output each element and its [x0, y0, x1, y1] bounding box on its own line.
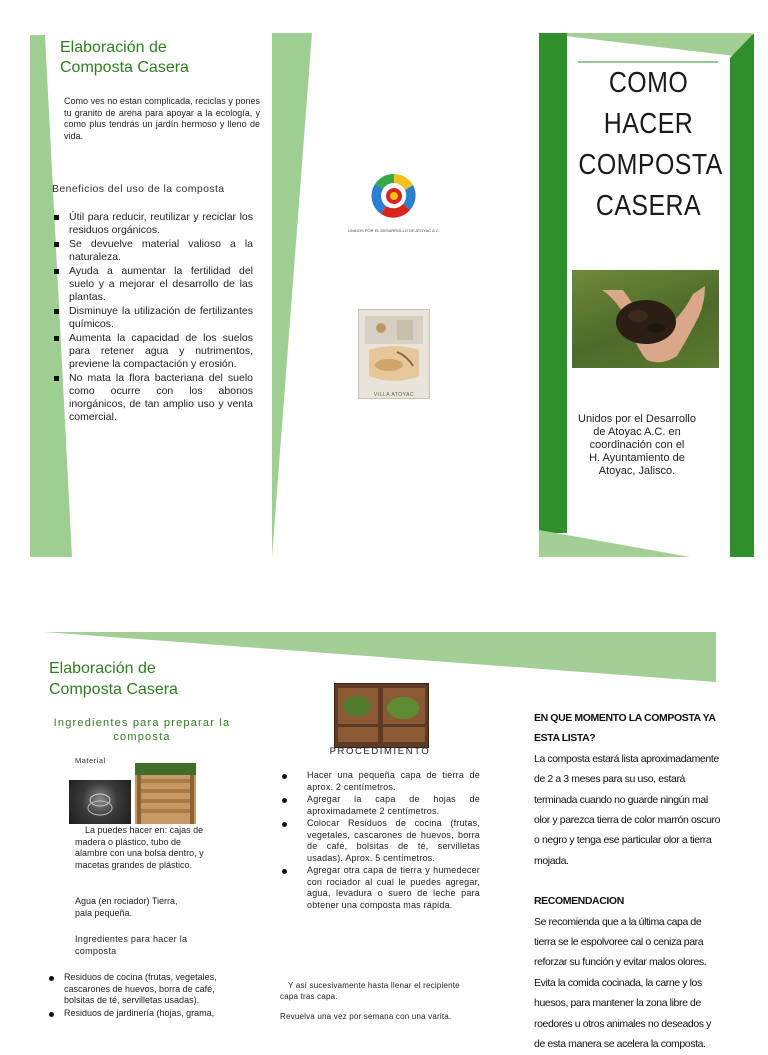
procedure-step: Hacer una pequeña capa de tierra de aprox. 2 centímetros. — [280, 770, 480, 793]
compost-bins-art — [335, 684, 428, 747]
ingredient-item: Residuos de cocina (frutas, vegetales, cascarones de huevos, borra de café, bolsitas de té, servilletas usadas). — [47, 972, 233, 1007]
wooden-crate-art — [135, 763, 196, 824]
repeat-text: Y así sucesivamente hasta llenar el recipiente capa tras capa. — [280, 981, 460, 1001]
hands-soil-photo — [572, 270, 719, 368]
page2-title-line2: Composta Casera — [49, 681, 178, 698]
left-title — [60, 38, 260, 78]
ready-text: La composta estará lista aproximadamente de 2 a 3 meses para su uso, estará terminada cuando no guarde ningún mal olor y parezca tierra de color marrón oscuro o negro y tenga ese particular olor a tierra mojada. — [534, 752, 721, 867]
credit-line: H. Ayuntamiento de — [589, 452, 685, 464]
recycle-logo — [356, 158, 432, 234]
procedure-step: Colocar Residuos de cocina (frutas, vegetales, cascarones de huevos, borra de café, bolsitas de té, servilletas usadas). Aprox. 5 centímetros. — [280, 818, 480, 864]
cover-title-line: CASERA — [595, 190, 702, 222]
hands-soil-art — [572, 270, 719, 368]
benefit-item: Se devuelve material valioso a la naturaleza. — [52, 238, 253, 264]
benefits-title: Beneficios del uso de la composta — [52, 183, 225, 195]
credit-line: Unidos por el Desarrollo — [578, 413, 696, 425]
middle-panel-stripe — [272, 33, 312, 557]
procedure-step: Agregar otra capa de tierra y humedecer con rociador al cual le puedes agregar, agua, levadura o suero de leche para obtener una composta mas rápida. — [280, 865, 480, 911]
cover-right-bar — [730, 33, 754, 557]
benefits-list — [52, 211, 253, 425]
container-text: La puedes hacer en: cajas de madera o plástico, tubo de alambre con una bolsa dentro, y macetas grandes de plástico. — [75, 825, 204, 870]
recycle-logo-caption: UNIDOS POR EL DESARROLLO DE ATOYAC A.C. — [348, 228, 440, 233]
page2-title-line1: Elaboración de — [49, 660, 156, 677]
right-column — [534, 708, 724, 1055]
town-seal-caption: VILLA ATOYAC — [373, 392, 415, 398]
cover-title-line: HACER — [603, 108, 694, 140]
procedure-steps — [280, 770, 480, 912]
ingredient-list — [47, 972, 233, 1020]
wooden-crate-photo — [135, 763, 196, 824]
cover-title — [567, 63, 730, 227]
town-seal-art — [359, 310, 429, 386]
ingredient-item: Residuos de jardinería (hojas, grama, — [47, 1008, 233, 1020]
stir-text: Revuelva una vez por semana con una varita. — [280, 1012, 452, 1021]
left-title-line2: Composta Casera — [60, 59, 189, 76]
left-title-line1: Elaboración de — [60, 39, 167, 56]
recommendation-text: Se recomienda que a la última capa de tierra se le espolvoree cal o ceniza para reforzar su función y evitar malos olores. Evita la comida cocinada, la carne y los huesos, para mantener la zona libre de roedores u otros animales no deseados y de esta manera se acelera la composta. — [534, 915, 712, 1051]
page-2 — [0, 620, 768, 1051]
town-seal — [358, 309, 430, 399]
water-text: Agua (en rociador) Tierra, pala pequeña. — [75, 896, 178, 918]
credit-line: coordinación con el — [589, 439, 685, 451]
cover-left-bar — [539, 33, 567, 533]
cover-credit — [567, 413, 707, 478]
compost-bins-photo — [334, 683, 429, 748]
recommendation-heading: RECOMENDACION — [534, 895, 624, 908]
benefit-item: Aumenta la capacidad de los suelos para retener agua y nutrimentos, previene la compactación y erosión. — [52, 332, 253, 371]
ready-heading: EN QUE MOMENTO LA COMPOSTA YA ESTA LISTA? — [534, 712, 716, 745]
ingredients-sub: Ingredientes para hacer la composta — [75, 934, 188, 956]
credit-line: Atoyac, Jalisco. — [598, 465, 676, 477]
wire-tube-photo — [69, 780, 131, 824]
benefit-item: No mata la flora bacteriana del suelo como ocurre con los abonos inorgánicos, de tan amplio uso y venta comercial. — [52, 372, 253, 424]
ingredients-title: Ingredientes para preparar la composta — [53, 717, 231, 743]
left-intro: Como ves no estan complicada, reciclas y pones tu granito de arena para apoyar a la ecología, y como plus tendrás un jardín hermoso y lleno de vida. — [64, 96, 260, 141]
page2-title — [49, 658, 269, 700]
benefit-item: Ayuda a aumentar la fertilidad del suelo y a mejorar el desarrollo de las plantas. — [52, 265, 253, 304]
wire-tube-art — [69, 780, 131, 824]
credit-line: de Atoyac A.C. en — [593, 426, 681, 438]
benefit-item: Disminuye la utilización de fertilizantes químicos. — [52, 305, 253, 331]
benefit-item: Útil para reducir, reutilizar y reciclar los residuos orgánicos. — [52, 211, 253, 237]
procedure-title: PROCEDIMIENTO — [329, 746, 431, 757]
material-label: Material — [75, 756, 106, 765]
cover-title-line: COMO — [608, 67, 689, 99]
cover-title-line: COMPOSTA — [578, 149, 723, 181]
procedure-step: Agregar la capa de hojas de aproximadamete 2 centímetros. — [280, 794, 480, 817]
